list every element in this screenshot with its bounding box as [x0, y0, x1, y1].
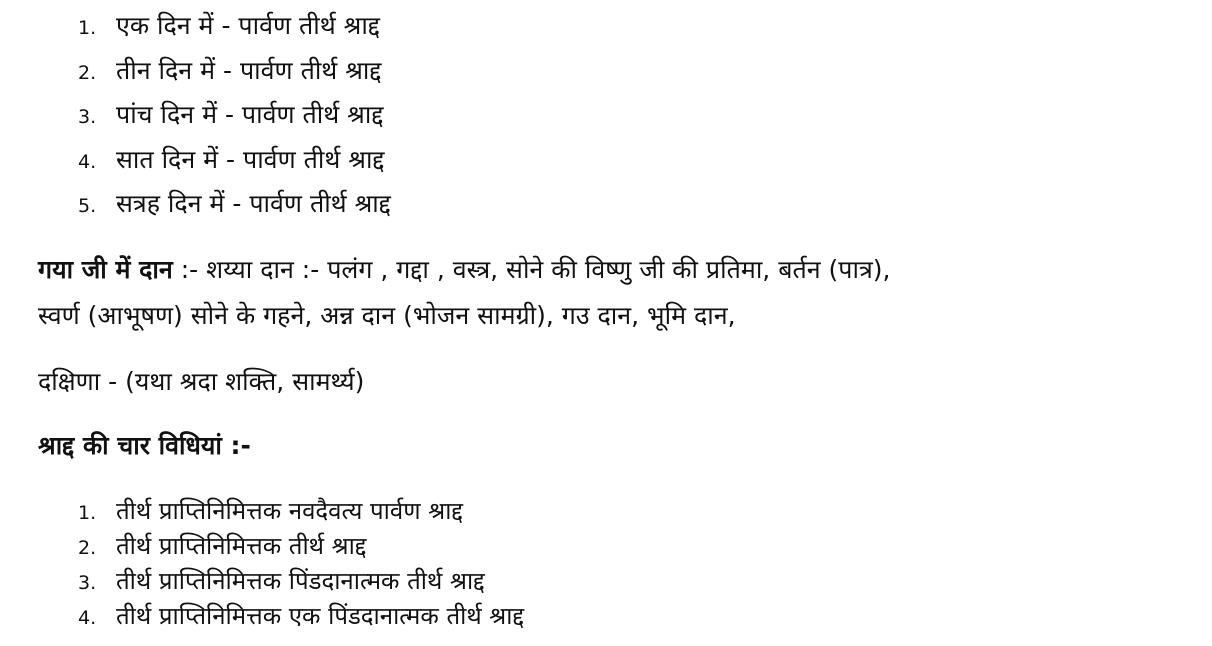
dakshina-line: दक्षिणा - (यथा श्रदा शक्ति, सामर्थ्य)	[38, 367, 365, 396]
list-item	[78, 97, 391, 142]
list-text: पांच दिन में - पार्वण तीर्थ श्राद्द	[116, 100, 384, 129]
list-number: 2.	[78, 537, 97, 559]
list-item	[78, 564, 524, 599]
list-text: तीर्थ प्राप्तिनिमित्तक नवदैवत्य पार्वण श्राद्द	[116, 497, 464, 525]
list-item	[78, 494, 524, 529]
gaya-daan-items: :- शय्या दान :- पलंग , गद्दा , वस्त्र, सोने की विष्णु जी की प्रतिमा, बर्तन (पात्र),	[172, 255, 891, 284]
list-item	[78, 186, 391, 231]
list-item	[78, 53, 391, 98]
section-heading: श्राद्द की चार विधियां :-	[38, 431, 251, 460]
list-number: 5.	[78, 195, 97, 217]
list-item	[78, 529, 524, 564]
list-item	[78, 599, 524, 634]
gaya-daan-label: गया जी में दान	[38, 255, 173, 284]
list-text: सत्रह दिन में - पार्वण तीर्थ श्राद्द	[116, 189, 391, 218]
list-number: 1.	[78, 17, 97, 39]
list-number: 2.	[78, 61, 97, 84]
list-number: 4.	[78, 150, 97, 173]
list-text: एक दिन में - पार्वण तीर्थ श्राद्द	[116, 11, 380, 40]
list-number: 1.	[78, 502, 97, 524]
list-item	[78, 142, 391, 187]
list-text: तीन दिन में - पार्वण तीर्थ श्राद्द	[116, 55, 382, 85]
list-number: 4.	[78, 607, 97, 629]
list-text: तीर्थ प्राप्तिनिमित्तक तीर्थ श्राद्द	[116, 532, 367, 560]
list-text: तीर्थ प्राप्तिनिमित्तक पिंडदानात्मक तीर्थ श्राद्द	[116, 567, 485, 595]
gaya-daan-line-2: स्वर्ण (आभूषण) सोने के गहने, अन्न दान (भोजन सामग्री), गउ दान, भूमि दान,	[38, 301, 736, 330]
list-number: 3.	[78, 572, 97, 594]
shraddh-duration-list	[78, 8, 391, 231]
list-item	[78, 8, 391, 53]
shraddh-vidhi-list	[78, 494, 524, 634]
list-number: 3.	[78, 106, 97, 128]
list-text: तीर्थ प्राप्तिनिमित्तक एक पिंडदानात्मक तीर्थ श्राद्द	[116, 602, 525, 630]
gaya-daan-line-1	[38, 252, 890, 286]
list-text: सात दिन में - पार्वण तीर्थ श्राद्द	[116, 144, 385, 174]
